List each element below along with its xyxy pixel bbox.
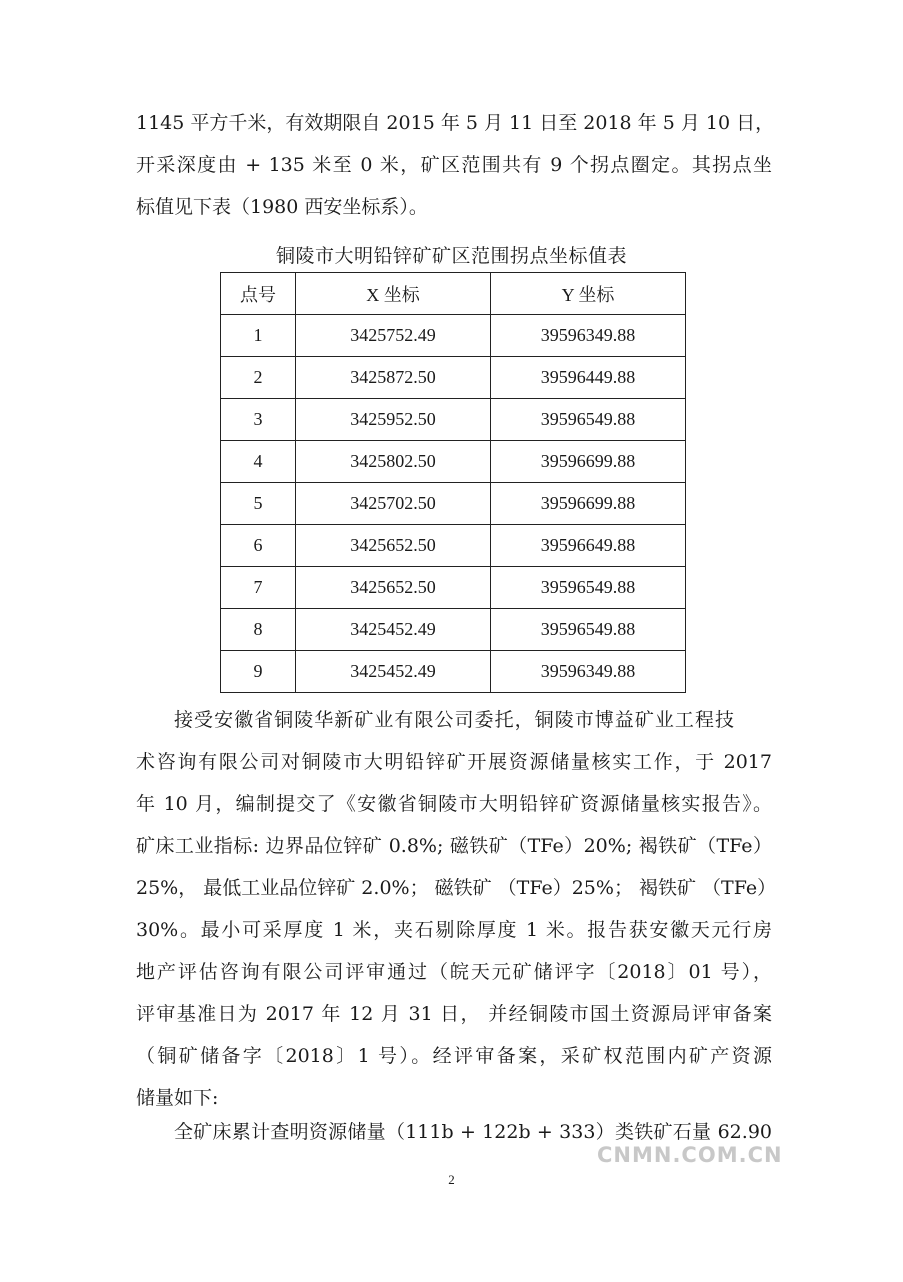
table-row [221, 609, 686, 651]
text-line: 矿床工业指标: 边界品位锌矿 0.8%; 磁铁矿（TFe）20%; 褐铁矿（TFe） [136, 835, 772, 857]
text-line: 地产评估咨询有限公司评审通过（皖天元矿储评字〔2018〕01 号）， [136, 961, 772, 983]
cell-y: 39596699.88 [491, 483, 686, 525]
cell-point: 6 [221, 525, 296, 567]
cell-y: 39596449.88 [491, 357, 686, 399]
text-line: 开采深度由 + 135 米至 0 米，矿区范围共有 9 个拐点圈定。其拐点坐 [136, 154, 772, 176]
header-point-number: 点号 [221, 273, 296, 315]
text-line: 接受安徽省铜陵华新矿业有限公司委托，铜陵市博益矿业工程技 [174, 709, 734, 731]
text-line: 标值见下表（1980 西安坐标系）。 [136, 196, 428, 218]
cell-x: 3425652.50 [296, 525, 491, 567]
cell-point: 8 [221, 609, 296, 651]
cell-y: 39596349.88 [491, 651, 686, 693]
table-row [221, 651, 686, 693]
text-line: 全矿床累计查明资源储量（111b + 122b + 333）类铁矿石量 62.90 [174, 1121, 772, 1143]
text-line: 1145 平方千米，有效期限自 2015 年 5 月 11 日至 2018 年 5 月 10 日， [136, 112, 775, 134]
table-row [221, 483, 686, 525]
header-y-coordinate: Y 坐标 [491, 273, 686, 315]
coordinate-table [220, 272, 686, 693]
text-line: 25%， 最低工业品位锌矿 2.0%； 磁铁矿 （TFe）25%； 褐铁矿 （TFe） [136, 877, 777, 899]
text-line: 年 10 月，编制提交了《安徽省铜陵市大明铅锌矿资源储量核实报告》。 [136, 793, 772, 815]
text-line: 储量如下: [136, 1087, 219, 1109]
cell-y: 39596349.88 [491, 315, 686, 357]
cell-y: 39596649.88 [491, 525, 686, 567]
cell-x: 3425452.49 [296, 609, 491, 651]
cell-point: 3 [221, 399, 296, 441]
intro-paragraph [136, 102, 775, 228]
cell-point: 9 [221, 651, 296, 693]
cell-x: 3425452.49 [296, 651, 491, 693]
cell-y: 39596699.88 [491, 441, 686, 483]
cell-x: 3425752.49 [296, 315, 491, 357]
cell-point: 1 [221, 315, 296, 357]
cell-point: 2 [221, 357, 296, 399]
cell-point: 4 [221, 441, 296, 483]
table-header-row [221, 273, 686, 315]
table-row [221, 567, 686, 609]
cell-point: 5 [221, 483, 296, 525]
header-x-coordinate: X 坐标 [296, 273, 491, 315]
cell-x: 3425802.50 [296, 441, 491, 483]
cell-y: 39596549.88 [491, 609, 686, 651]
site-watermark: CNMN.COM.CN [597, 1143, 783, 1167]
text-line: 30%。最小可采厚度 1 米，夹石剔除厚度 1 米。报告获安徽天元行房 [136, 919, 772, 941]
cell-y: 39596549.88 [491, 399, 686, 441]
table-row [221, 525, 686, 567]
table-row [221, 357, 686, 399]
cell-x: 3425952.50 [296, 399, 491, 441]
body-paragraph [136, 699, 777, 1119]
table-title: 铜陵市大明铅锌矿矿区范围拐点坐标值表 [275, 245, 627, 267]
table-row [221, 315, 686, 357]
text-line: 术咨询有限公司对铜陵市大明铅锌矿开展资源储量核实工作，于 2017 [136, 751, 772, 773]
cell-point: 7 [221, 567, 296, 609]
cell-x: 3425702.50 [296, 483, 491, 525]
table-row [221, 441, 686, 483]
cell-x: 3425652.50 [296, 567, 491, 609]
cell-y: 39596549.88 [491, 567, 686, 609]
page-number: 2 [448, 1172, 455, 1187]
text-line: （铜矿储备字〔2018〕1 号）。经评审备案，采矿权范围内矿产资源 [136, 1045, 772, 1067]
text-line: 评审基准日为 2017 年 12 月 31 日， 并经铜陵市国土资源局评审备案 [136, 1003, 772, 1025]
table-row [221, 399, 686, 441]
cell-x: 3425872.50 [296, 357, 491, 399]
